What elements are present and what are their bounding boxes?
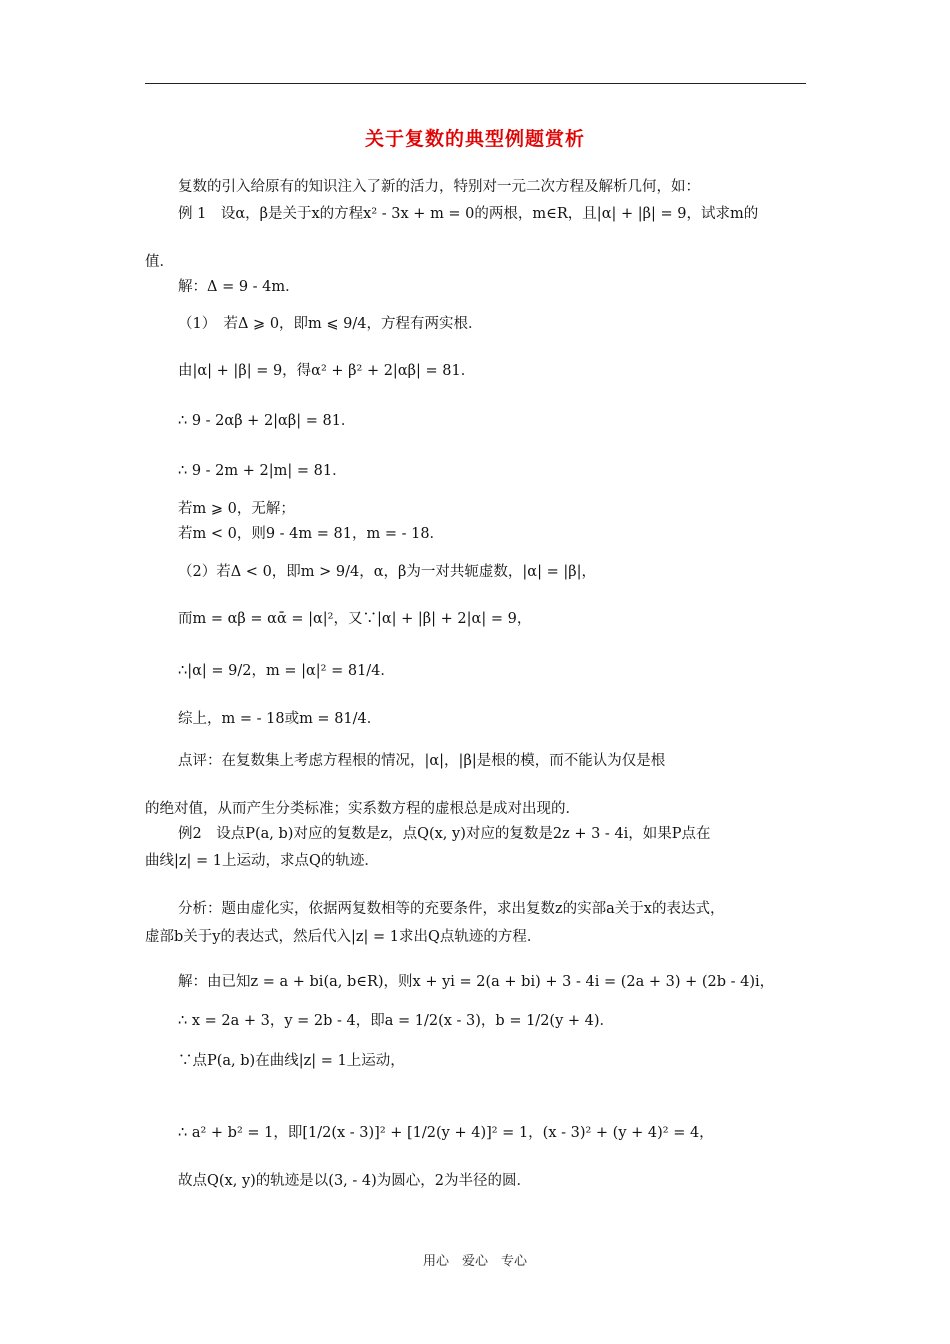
derive-line-3: ∴ 9 - 2m + 2|m| = 81． (178, 463, 347, 479)
analysis-line-cont: 虚部b关于y的表达式，然后代入|z| = 1求出Q点轨迹的方程． (145, 929, 542, 945)
summary-line: 综上，m = - 18或m = 81/4． (178, 711, 382, 727)
example2-statement: 例2 设点P(a, b)对应的复数是z，点Q(x, y)对应的复数是2z + 3 - 4i，如果P点在 (178, 826, 711, 842)
intro-line: 复数的引入给原有的知识注入了新的活力，特别对一元二次方程及解析几何，如： (178, 179, 700, 195)
page-title: 关于复数的典型例题赏析 (364, 128, 585, 150)
example1-statement: 例 1 设α，β是关于x的方程x² - 3x + m = 0的两根，m∈R，且|α| + |β| = 9，试求m的 (178, 206, 759, 222)
case-m-nonneg: 若m ⩾ 0，无解； (178, 501, 295, 517)
case2-derive-1: 而m = αβ = αᾱ = |α|²，又∵|α| + |β| + 2|α| = 9， (178, 611, 532, 627)
solution2-line-3: ∵点P(a, b)在曲线|z| = 1上运动， (178, 1053, 405, 1069)
comment-line-cont: 的绝对值，从而产生分类标准；实系数方程的虚根总是成对出现的． (145, 801, 580, 817)
solution2-line-2: ∴ x = 2a + 3，y = 2b - 4，即a = 1/2(x - 3)，b = 1/2(y + 4)． (178, 1013, 615, 1029)
case2-line: （2）若Δ < 0，即m > 9/4，α，β为一对共轭虚数，|α| = |β|， (178, 564, 596, 580)
page-footer: 用心 爱心 专心 (422, 1254, 527, 1269)
solution2-line-1: 解：由已知z = a + bi(a, b∈R)，则x + yi = 2(a + bi) + 3 - 4i = (2a + 3) + (2b - 4)i， (178, 974, 775, 990)
solution-delta: 解：Δ = 9 - 4m． (178, 279, 300, 295)
derive-line-1: 由|α| + |β| = 9，得α² + β² + 2|αβ| = 81． (178, 363, 476, 379)
case-m-neg: 若m < 0，则9 - 4m = 81，m = - 18． (178, 526, 445, 542)
conclusion-line: 故点Q(x, y)的轨迹是以(3, - 4)为圆心，2为半径的圆． (178, 1173, 532, 1189)
case2-derive-2: ∴|α| = 9/2，m = |α|² = 81/4． (178, 663, 395, 679)
case1-line: （1） 若Δ ⩾ 0，即m ⩽ 9/4，方程有两实根． (178, 316, 483, 332)
derive-line-2: ∴ 9 - 2αβ + 2|αβ| = 81． (178, 413, 356, 429)
comment-line: 点评：在复数集上考虑方程根的情况，|α|，|β|是根的模，而不能认为仅是根 (178, 753, 666, 769)
example2-statement-cont: 曲线|z| = 1上运动，求点Q的轨迹． (145, 853, 379, 869)
analysis-line: 分析：题由虚化实，依据两复数相等的充要条件，求出复数z的实部a关于x的表达式， (178, 901, 725, 917)
solution2-line-4: ∴ a² + b² = 1，即[1/2(x - 3)]² + [1/2(y + 4)]² = 1，(x - 3)² + (y + 4)² = 4， (178, 1125, 714, 1141)
example1-statement-cont: 值． (145, 254, 174, 270)
header-rule (145, 83, 806, 84)
